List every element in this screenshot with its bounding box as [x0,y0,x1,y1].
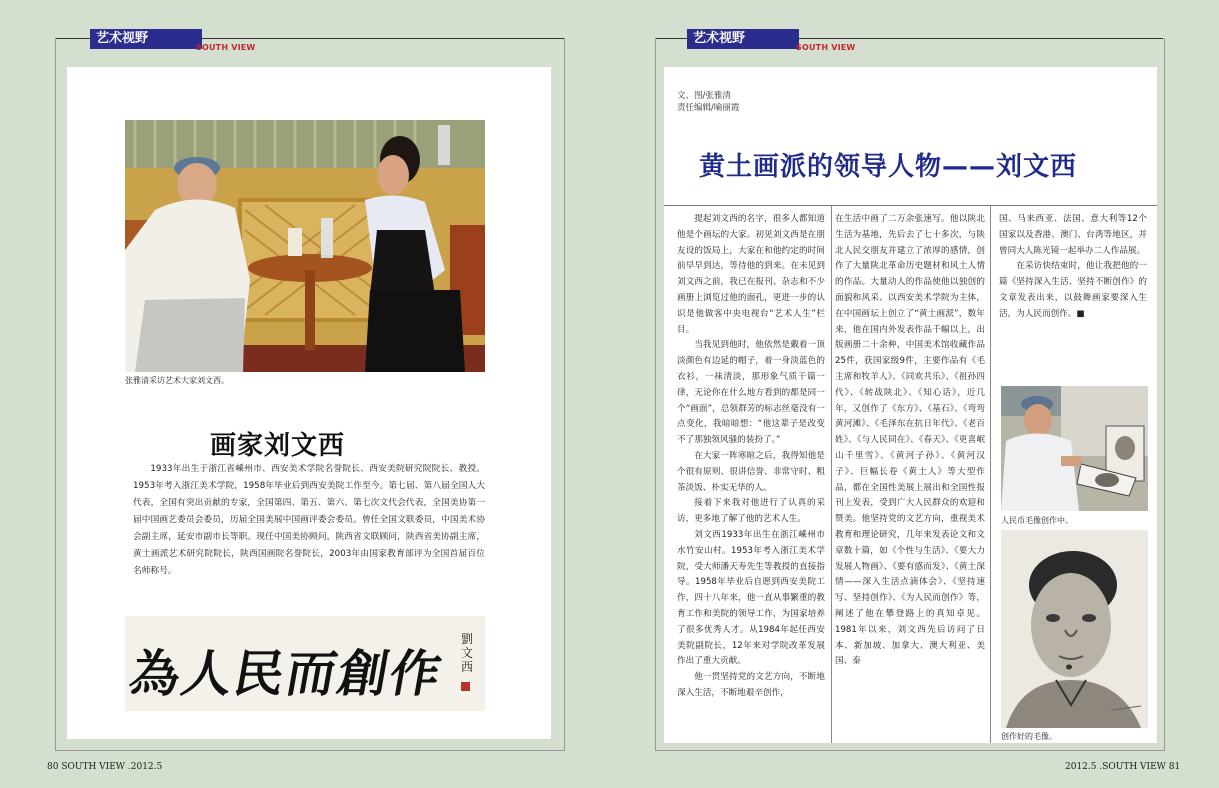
paragraph: 在采访快结束时，他让我把他的一篇《坚持深入生活、坚持不断创作》的文章发表出来，以鼓舞画家要深入生活，为人民而创作。■ [999,261,1147,319]
paragraph: 他一贯坚持党的文艺方向，不断地深入生活，不断地艰辛创作， [677,672,825,698]
paragraph: 国、马来西亚、法国、意大利等12个国家以及香港、澳门、台湾等地区，并曾同大人陈光镜一起举办二人作品展。 [999,214,1147,256]
paragraph: 当我见到他时，他依然是戴着一顶淡颜色有边延的帽子，着一身淡蓝色的衣衫，一袜清淡，那形象气质干篇一律，无论你在什么地方看到的都是同一个“画面”，总领群芳的标志丝毫没有一点变化，我暗暗想：“他这辈子是改变不了那独领风骚的装扮了。” [677,340,825,446]
calligraphy-main-text: 為人民而創作 [125,644,448,703]
right-page [609,0,1219,788]
artist-painting-photo [1001,386,1148,511]
left-section-tab: 艺术视野 [90,29,202,49]
finished-portrait-photo [1001,530,1148,728]
left-page [0,0,609,788]
title-block-rule [664,205,1157,206]
column-divider-2 [990,206,991,743]
article-credits [677,90,739,114]
artist-bio: 1933年出生于浙江省嵊州市、西安美术学院名誉院长、西安美院研究院院长、教授。1953年考入浙江美术学院，1958年毕业后到西安美院工作至今。第七届、第八届全国人大代表，全国有突出贡献的专家，全国第四、第五、第六、第七次文代会代表，全国美协第一届中国画艺委员会委员，历届全国美展中国画评委会委员。曾任全国文联委员，中国美术协会副主席，延安市副市长等职。现任中国美协顾问，陕西省文联顾问，陕西省美协副主席，黄土画派艺术研究院院长，陕西国画院名誉院长，2003年由国家教育部评为全国首届百位名师称号。 [133,464,485,576]
finished-portrait-caption: 创作好的毛像。 [1001,732,1057,741]
left-section-sub: SOUTH VIEW [196,43,256,52]
article-column-3 [999,212,1147,323]
right-folio: 2012.5 .SOUTH VIEW 81 [1065,762,1181,772]
artist-painting-caption: 人民币毛像创作中。 [1001,516,1073,525]
article-column-2 [835,212,985,670]
credit-editor: 责任编辑/喻丽霞 [677,103,740,113]
paragraph: 刘文西1933年出生在浙江嵊州市水竹安山村。1953年考入浙江美术学院，受大师潘天寿先生等教授的直接指导。1958年毕业后自愿到西安美院工作，四十八年来，他一直从事繁重的教育工作和美院的领导工作，为国家培养了很多优秀人才。从1984年起任西安美院副院长，12年来对学院改革发展作出了重大贡献。 [677,529,825,667]
calligraphy-signature: 劉文西 [461,632,474,674]
credit-author: 文、图/张雅清 [677,91,731,101]
paragraph: 在生活中画了二万余张速写。他以陕北生活为基地，先后去了七十多次，与陕北人民交朋友并建立了浓厚的感情，创作了大量陕北革命历史题材和风土人情的作品。大量动人的作品使他以独创的面貌和风采、以西安美术学院为主体，在中国画坛上创立了“黄土画派”，数年来，他在国内外发表作品千幅以上，出版画册二十余种，中国美术馆收藏作品25件，获国家级9件，主要作品有《毛主席和牧羊人》、《同欢共乐》、《祖孙四代》、《转战陕北》、《知心话》，近几年，又创作了《东方》、《基石》、《弯弯黄河滩》、《毛泽东在抗日年代》、《老百姓》、《与人民同在》、《春天》、《更喜岷山千里雪》、《黄河子孙》、《黄河汉子》、巨幅长卷《黄土人》等大型作品，都在全国性美展上展出和全国性报刊上发表，受到广大人民群众的欢迎和赞美。他坚持党的文艺方向，重视美术教育和理论研究，几年来发表论文和文章数十篇，如《个性与生活》、《要大力发展人物画》、《要有感而发》、《黄土深情——深入生活点滴体会》、《坚持速写、坚持创作》、《为人民而创作》等，阐述了他在攀登路上的真知卓见。1981年以来，刘文西先后访问了日本、新加坡、加拿大、澳大利亚、美国、泰 [835,214,985,667]
calligraphy-image [125,616,485,711]
left-folio: 80 SOUTH VIEW .2012.5 [47,762,163,772]
paragraph: 在大家一阵寒暄之后，我得知他是个很有原则、很讲信誉、非常守时、粗茶淡饭、朴实无华的人。 [677,450,825,493]
right-section-sub: SOUTH VIEW [796,43,856,52]
paragraph: 提起刘文西的名字，很多人都知道他是个画坛的大家。初见刘文西是在朋友设的饭局上，大家在和他约定的时间前早早到达，等待他的到来。在未见到刘文西之前，我已在报刊、杂志和不少画册上浏览过他的面孔，更进一步的认识是他做客中央电视台“艺术人生”栏目。 [677,214,825,335]
left-article-title: 画家刘文西 [210,431,346,461]
interview-photo-caption: 张雅清采访艺术大家刘文西。 [125,376,229,385]
article-column-1 [677,212,825,702]
right-article-title: 黄土画派的领导人物——刘文西 [699,152,1078,182]
right-section-tab: 艺术视野 [687,29,799,49]
paragraph: 接着下来我对他进行了认真的采访，更多地了解了他的艺术人生。 [677,498,825,525]
interview-photo [125,120,485,372]
calligraphy-seal [461,682,470,691]
column-divider-1 [831,206,832,743]
